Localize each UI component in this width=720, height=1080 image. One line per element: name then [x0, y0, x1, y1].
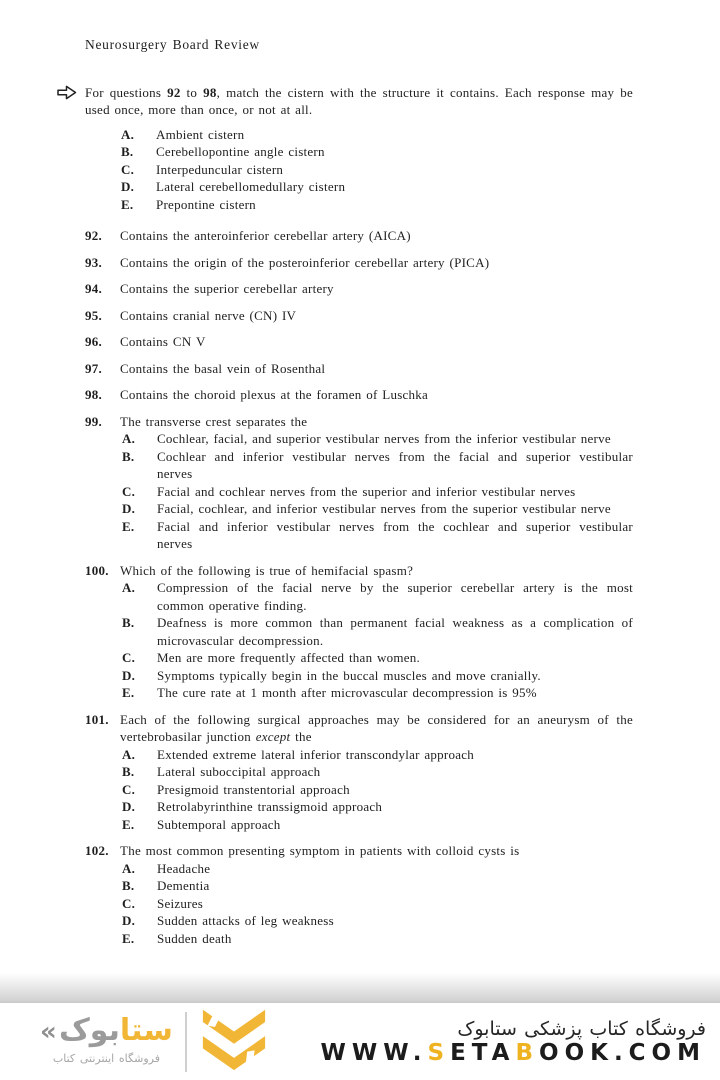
option-letter: C.: [122, 483, 136, 499]
option-text: Sudden death: [157, 930, 232, 946]
question-number: 102.: [85, 843, 109, 858]
option-letter: A.: [122, 580, 136, 595]
question-98: [85, 386, 633, 404]
setabook-wordmark: [40, 1015, 173, 1047]
answer-option-d: [120, 667, 633, 685]
setabook-logo: [40, 1015, 173, 1068]
option-letter: B.: [122, 878, 135, 893]
answer-option-e: [120, 816, 633, 834]
question-text: Contains the basal vein of Rosenthal: [120, 360, 326, 376]
option-letter: C.: [122, 650, 136, 665]
answer-option-d: [120, 500, 633, 518]
option-letter: B.: [122, 448, 135, 464]
option-letter: B.: [122, 764, 135, 779]
question-number: 92.: [85, 228, 102, 243]
question-number: 95.: [85, 307, 102, 323]
question-92: [85, 227, 633, 245]
question-number: 98.: [85, 387, 102, 402]
option-letter: D.: [122, 913, 136, 928]
question-text: Contains the anteroinferior cerebellar artery (AICA): [120, 228, 411, 243]
option-text: Retrolabyrinthine transsigmoid approach: [157, 799, 383, 814]
option-letter: D.: [121, 179, 135, 194]
question-93: [85, 254, 633, 272]
intro-text: For questions 92 to 98, match the cistern with the structure it contains. Each response may be used once, more than once, or not at all.: [85, 84, 634, 117]
option-letter: C.: [122, 781, 136, 797]
question-text: The most common presenting symptom in patients with colloid cysts is: [120, 843, 520, 858]
option-letter: B.: [122, 615, 135, 630]
option-letter: B.: [121, 144, 134, 159]
option-text: Cerebellopontine angle cistern: [156, 144, 325, 159]
option-letter: E.: [122, 816, 135, 832]
option-text: Extended extreme lateral inferior transcondylar approach: [157, 746, 475, 762]
question-94: [85, 280, 633, 298]
option-text: Facial and inferior vestibular nerves from the cochlear and superior vestibular nerves: [157, 518, 633, 551]
option-text: Ambient cistern: [156, 126, 245, 142]
answer-option-a: [120, 430, 633, 448]
option-text: Subtemporal approach: [157, 816, 281, 832]
answer-option-b: [120, 448, 633, 483]
question-number: 100.: [85, 562, 109, 578]
match-options-list: [121, 126, 633, 214]
option-letter: D.: [122, 667, 136, 683]
pointer-arrow-icon: [55, 84, 79, 106]
question-102: [85, 842, 633, 947]
answer-option-c: [120, 483, 633, 501]
option-text: Interpeduncular cistern: [156, 161, 284, 177]
answer-option-c: [120, 649, 633, 667]
option-letter: A.: [122, 860, 136, 876]
option-letter: E.: [122, 930, 135, 946]
answer-option-a: [120, 746, 633, 764]
match-option-a: [121, 126, 633, 144]
option-text: Prepontine cistern: [156, 196, 256, 212]
footer-right-block: [320, 1017, 707, 1066]
question-number: 93.: [85, 254, 102, 270]
option-text: Cochlear, facial, and superior vestibular nerves from the inferior vestibular nerve: [157, 431, 611, 446]
option-letter: A.: [122, 431, 136, 446]
option-text: Facial and cochlear nerves from the superior and inferior vestibular nerves: [157, 483, 576, 499]
option-text: Seizures: [157, 895, 204, 911]
guillemet-mark: «: [40, 1017, 58, 1048]
option-letter: A.: [122, 746, 136, 762]
option-text: Deafness is more common than permanent facial weakness as a complication of microvascular decompression.: [157, 615, 633, 648]
question-text: The transverse crest separates the: [120, 413, 308, 429]
option-text: Dementia: [157, 878, 210, 893]
option-letter: C.: [122, 895, 136, 911]
option-letter: D.: [122, 799, 136, 814]
logo-subtitle: فروشگاه اینترنتی کتاب: [52, 1052, 160, 1066]
intro-block: [85, 84, 633, 119]
page-title: Neurosurgery Board Review: [85, 37, 260, 52]
question-101: [85, 711, 633, 834]
wordmark-gray-part: بوک: [59, 1013, 120, 1049]
question-95: [85, 307, 633, 325]
question-96: [85, 333, 633, 351]
question-text: Each of the following surgical approaches may be considered for an aneurysm of the vertebrobasilar junction except the: [120, 711, 633, 744]
wordmark-gold-part: ستا: [119, 1013, 173, 1049]
question-number: 101.: [85, 711, 109, 727]
option-text: The cure rate at 1 month after microvascular decompression is 95%: [157, 685, 537, 700]
question-100: [85, 562, 633, 702]
question-number: 94.: [85, 281, 102, 296]
answer-option-a: [120, 860, 633, 878]
option-text: Lateral suboccipital approach: [157, 764, 321, 779]
option-text: Cochlear and inferior vestibular nerves from the facial and superior vestibular nerves: [157, 448, 633, 481]
option-text: Men are more frequently affected than women.: [157, 650, 421, 665]
answer-option-d: [120, 912, 633, 930]
answer-option-e: [120, 930, 633, 948]
option-letter: E.: [122, 685, 135, 700]
question-text: Contains the superior cerebellar artery: [120, 281, 334, 296]
option-letter: D.: [122, 501, 136, 516]
option-text: Symptoms typically begin in the buccal muscles and move cranially.: [157, 667, 541, 683]
option-text: Presigmoid transtentorial approach: [157, 781, 350, 797]
option-text: Lateral cerebellomedullary cistern: [156, 179, 346, 194]
question-text: Contains cranial nerve (CN) IV: [120, 307, 297, 323]
question-text: Contains the choroid plexus at the foramen of Luschka: [120, 387, 429, 402]
answer-option-c: [120, 781, 633, 799]
answer-option-b: [120, 763, 633, 781]
question-text: Contains CN V: [120, 334, 206, 349]
question-number: 96.: [85, 334, 102, 349]
match-option-d: [121, 178, 633, 196]
question-number: 99.: [85, 413, 102, 429]
answer-option-b: [120, 614, 633, 649]
scan-edge-shadow: [0, 973, 720, 1003]
option-text: Compression of the facial nerve by the superior cerebellar artery is the most common operative finding.: [157, 580, 633, 613]
option-letter: E.: [122, 518, 135, 534]
match-option-e: [121, 196, 633, 214]
option-letter: C.: [121, 161, 135, 177]
answer-option-e: [120, 684, 633, 702]
store-title-fa: فروشگاه کتاب پزشکی ستابوک: [457, 1017, 706, 1040]
question-text: Which of the following is true of hemifacial spasm?: [120, 562, 414, 578]
answer-option-b: [120, 877, 633, 895]
option-letter: E.: [121, 196, 134, 212]
answer-option-d: [120, 798, 633, 816]
match-option-c: [121, 161, 633, 179]
question-number: 97.: [85, 360, 102, 376]
answer-option-e: [120, 518, 633, 553]
logo-divider: [185, 1012, 187, 1072]
question-text: Contains the origin of the posteroinferior cerebellar artery (PICA): [120, 254, 490, 270]
footer-banner: [0, 1003, 720, 1080]
option-text: Headache: [157, 860, 211, 876]
option-text: Sudden attacks of leg weakness: [157, 913, 334, 928]
answer-option-c: [120, 895, 633, 913]
setabook-chevron-icon: [196, 1006, 272, 1078]
option-text: Facial, cochlear, and inferior vestibular nerves from the superior vestibular nerve: [157, 501, 611, 516]
option-letter: A.: [121, 126, 135, 142]
question-97: [85, 360, 633, 378]
website-url: WWW.SETABOOK.COM: [320, 1040, 706, 1066]
answer-option-a: [120, 579, 633, 614]
question-99: [85, 413, 633, 553]
match-option-b: [121, 143, 633, 161]
